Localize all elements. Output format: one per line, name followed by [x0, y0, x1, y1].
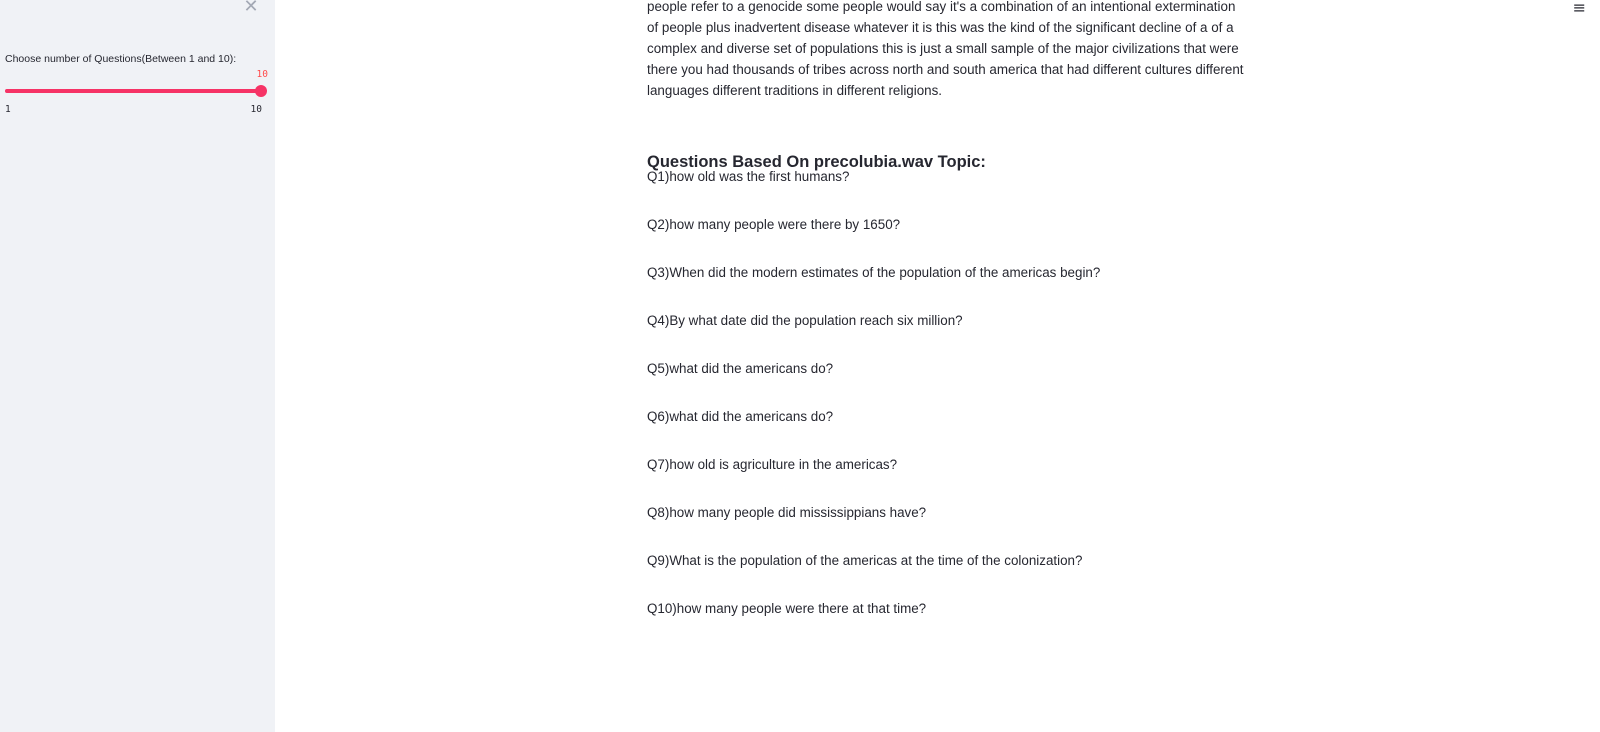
- slider-fill: [5, 89, 261, 93]
- transcript-body: people refer to a genocide some people would say it's a combination of an intentional extermination of people plus inadvertent disease whatever it is this was the kind of the significant decline of a of a complex and diverse set of populations this is just a small sample of the major civilizations that were there you had thousands of tribes across north and south america that had different cultures different languages different traditions in different religions.: [647, 0, 1244, 98]
- question-item: Q8)how many people did mississippians have?: [647, 505, 927, 520]
- question-count-slider[interactable]: [5, 89, 261, 93]
- slider-value: 10: [256, 69, 268, 80]
- questions-list: [647, 167, 1247, 647]
- question-item: Q4)By what date did the population reach six million?: [647, 313, 963, 328]
- questions-heading: Questions Based On precolubia.wav Topic:: [647, 152, 986, 171]
- question-item: Q5)what did the americans do?: [647, 361, 834, 376]
- question-item: Q2)how many people were there by 1650?: [647, 217, 901, 232]
- question-item: Q9)What is the population of the americas at the time of the colonization?: [647, 553, 1083, 568]
- question-item: Q6)what did the americans do?: [647, 409, 834, 424]
- slider-thumb[interactable]: [255, 85, 267, 97]
- hamburger-menu-icon[interactable]: ≡: [1572, 0, 1586, 17]
- question-item: Q7)how old is agriculture in the americas?: [647, 457, 898, 472]
- slider-max-label: 10: [250, 104, 262, 115]
- close-icon[interactable]: ✕: [243, 0, 259, 17]
- question-item: Q1)how old was the first humans?: [647, 169, 850, 184]
- slider-min-label: 1: [5, 104, 11, 115]
- question-item: Q3)When did the modern estimates of the population of the americas begin?: [647, 265, 1101, 280]
- transcript-text: [647, 0, 1247, 101]
- slider-label: Choose number of Questions(Between 1 and 10):: [5, 53, 237, 65]
- question-item: Q10)how many people were there at that time?: [647, 601, 927, 616]
- sidebar: [0, 0, 275, 732]
